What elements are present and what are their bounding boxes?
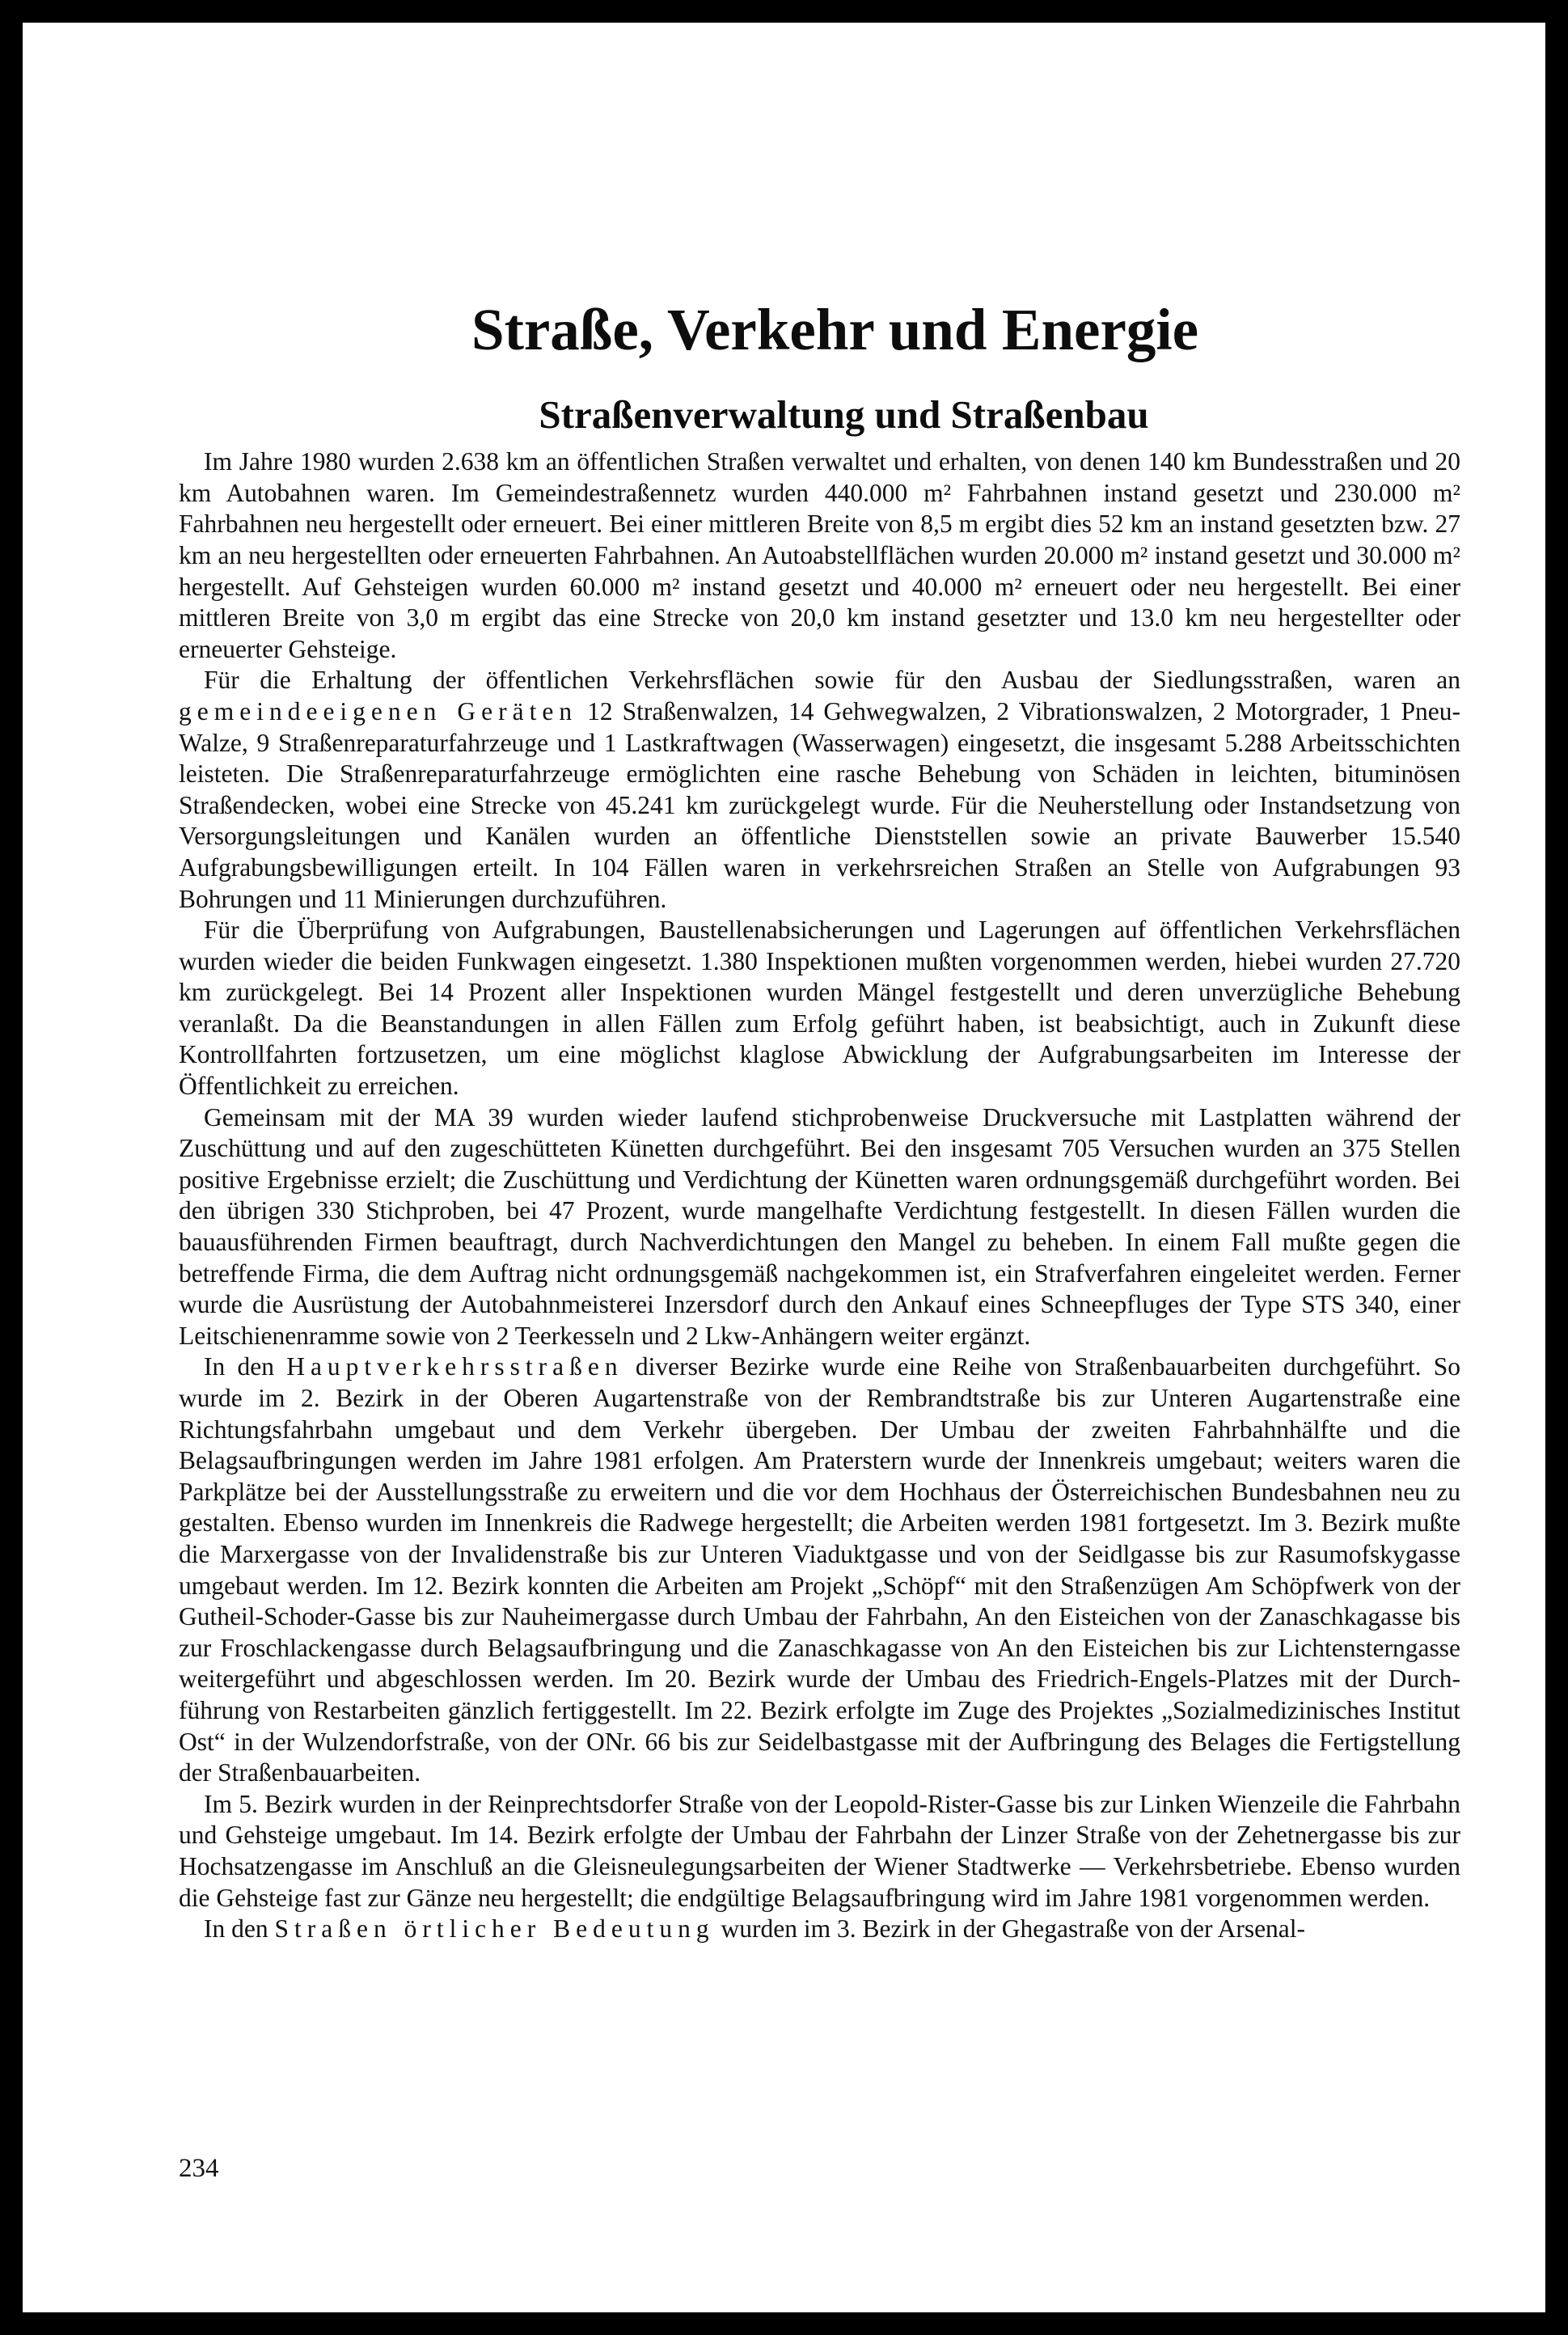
page-number: 234 <box>179 2154 219 2183</box>
paragraph-text-before: In den <box>204 1914 275 1944</box>
spaced-emphasis-term: gemeindeeigenen Geräten <box>179 696 578 725</box>
paragraph-text-after: wurden im 3. Bezirk in der Ghegastraße von der Arsenal- <box>714 1914 1306 1944</box>
paragraph-main-roads <box>179 1352 1460 1788</box>
paragraph-compaction-tests <box>179 1102 1460 1352</box>
paragraph-local-roads <box>179 1914 1460 1945</box>
paragraph-text-before: Für die Erhaltung der öffentlichen Verkehrsflächen sowie für den Ausbau der Siedlungsstraßen, waren an <box>204 666 1460 695</box>
paragraph-text: Gemeinsam mit der MA 39 wurden wieder laufend stichprobenweise Druckversuche mit Lastplatten während der Zuschüttung und auf den zugeschütteten Künetten durchgeführt. Bei den insgesamt 705 Versuchen wurden an 375 Stellen positive Ergebnisse erzielt; die Zuschüttung und Verdichtung der Künetten waren ordnungsgemäß durchgeführt worden. Bei den übrigen 330 Stichproben, bei 47 Prozent, wurde mangelhafte Verdichtung festgestellt. In diesen Fällen wurden die bauausführenden Firmen beauftragt, durch Nachverdichtungen den Mangel zu beheben. In einem Fall mußte gegen die betreffende Firma, die dem Auftrag nicht ordnungsgemäß nachgekommen ist, ein Strafverfahren eingeleitet werden. Ferner wurde die Ausrüstung der Autobahnmeisterei Inzersdorf durch den Ankauf eines Schneepfluges der Type STS 340, einer Leitschienenramme sowie von 2 Teerkesseln und 2 Lkw-Anhängern weiter ergänzt. <box>179 1102 1460 1350</box>
paragraph-text: Für die Überprüfung von Aufgrabungen, Baustellenabsicherungen und Lagerungen auf öffentlichen Verkehrsflächen wurden wieder die beiden Funkwagen eingesetzt. 1.380 Inspektionen mußten vorgenommen werden, hiebei wurden 27.720 km zurückgelegt. Bei 14 Prozent aller Inspektionen wurden Mängel festgestellt und deren unverzügliche Behebung veranlaßt. Da die Beanstandungen in allen Fällen zum Erfolg geführt haben, ist beabsichtigt, auch in Zukunft diese Kontrollfahrten fortzusetzen, um eine möglichst klaglose Abwicklung der Aufgrabungsarbeiten im Interesse der Öffentlichkeit zu erreichen. <box>179 916 1460 1101</box>
paragraph-text: Im Jahre 1980 wurden 2.638 km an öffentlichen Straßen verwaltet und erhalten, von denen 140 km Bundesstraßen und 20 km Autobahnen waren. Im Gemeindestraßennetz wurden 440.000 m² Fahrbahnen instand gesetzt und 230.000 m² Fahrbahnen neu hergestellt oder erneuert. Bei einer mittleren Breite von 8,5 m ergibt dies 52 km an instand gesetzten bzw. 27 km an neu hergestellten oder erneuerten Fahrbahnen. An Autoabstellflächen wurden 20.000 m² instand gesetzt und 30.000 m² hergestellt. Auf Gehsteigen wurden 60.000 m² instand gesetzt und 40.000 m² erneuert oder neu hergestellt. Bei einer mittleren Breite von 3,0 m ergibt das eine Strecke von 20,0 km instand gesetzter und 13.0 km neu hergestellter oder erneuerter Gehsteige. <box>179 447 1460 663</box>
paragraph-text-after: 12 Straßenwalzen, 14 Gehwegwalzen, 2 Vibrationswalzen, 2 Motorgrader, 1 Pneu-Walze, 9 Straßenreparaturfahrzeuge und 1 Lastkraftwagen (Wasserwagen) eingesetzt, die insgesamt 5.288 Arbeitsschichten leisteten. Die Straßenreparaturfahrzeuge ermöglichten eine rasche Behebung von Schäden in leichten, bituminösen Straßendecken, wobei eine Strecke von 45.241 km zurückgelegt wurde. Für die Neuherstellung oder Instandsetzung von Versorgungsleitungen und Kanälen wurden an öffentliche Dienststellen sowie an private Bauwerber 15.540 Aufgrabungsbewilligungen erteilt. In 104 Fällen waren in verkehrsreichen Straßen an Stelle von Aufgrabungen 93 Bohrungen und 11 Minierungen durchzuführen. <box>179 696 1461 913</box>
spaced-emphasis-term: Straßen örtlicher Bedeutung <box>274 1914 715 1944</box>
spaced-emphasis-term: Hauptverkehrsstraßen <box>286 1352 623 1381</box>
section-heading: Straßenverwaltung und Straßenbau <box>539 392 1149 438</box>
paragraph-inspections <box>179 915 1460 1102</box>
page-content <box>179 298 1460 1945</box>
paragraph-text-before: In den <box>204 1352 287 1381</box>
document-page <box>23 23 1545 2312</box>
paragraph-district-works <box>179 1789 1460 1914</box>
paragraph-text: Im 5. Bezirk wurden in der Reinprechtsdorfer Straße von der Leopold-Rister-Gasse bis zur Linken Wienzeile die Fahrbahn und Gehsteige umgebaut. Im 14. Bezirk erfolgte der Umbau der Fahrbahn der Linzer Straße von der Zehetnergasse bis zur Hochsatzengasse im Anschluß an die Gleisneulegungsarbeiten der Wiener Stadtwerke — Verkehrsbetriebe. Ebenso wurden die Gehsteige fast zur Gänze neu hergestellt; die endgültige Belagsaufbringung wird im Jahre 1981 vorgenommen werden. <box>179 1789 1460 1912</box>
paragraph-road-network-statistics <box>179 446 1460 665</box>
paragraph-text-after: diverser Bezirke wurde eine Reihe von Straßenbauarbeiten durchgeführt. So wurde im 2. Bezirk in der Oberen Augartenstraße von der Rembrandtstraße bis zur Unteren Augartenstraße eine Richtungsfahrbahn umgebaut und dem Verkehr übergeben. Der Umbau der zweiten Fahrbahnhälfte und die Belagsaufbringungen werden im Jahre 1981 erfolgen. Am Praterstern wurde der Innenkreis umgebaut; weiters waren die Parkplätze bei der Ausstellungsstraße zu erweitern und die vor dem Hochhaus der Österreichischen Bundesbahnen neu zu gestalten. Ebenso wurden im Innenkreis die Radwege hergestellt; die Arbeiten werden 1981 fortgesetzt. Im 3. Bezirk mußte die Marxergasse von der Invalidenstraße bis zur Unteren Viaduktgasse und von der Seidlgasse bis zur Rasumofskygasse umgebaut werden. Im 12. Bezirk konnten die Arbeiten am Projekt „Schöpf“ mit den Straßenzügen Am Schöpfwerk von der Gutheil-Schoder-Gasse bis zur Nauheimergasse durch Umbau der Fahrbahn, An den Eisteichen von der Zanaschkagasse bis zur Froschlackengasse durch Belagsaufbringung und die Zanaschkagasse von An den Eisteichen bis zur Lichtensterngasse weitergeführt und abgeschlossen werden. Im 20. Bezirk wurde der Umbau des Friedrich-Engels-Platzes mit der Durchführung von Restarbeiten gänzlich fertiggestellt. Im 22. Bezirk erfolgte im Zuge des Projektes „Sozialmedizinisches Institut Ost“ in der Wulzendorfstraße, von der ONr. 66 bis zur Seidelbastgasse mit der Aufbringung des Belages die Fertigstellung der Straßenbauarbeiten. <box>179 1352 1460 1787</box>
page-title: Straße, Verkehr und Energie <box>471 297 1199 362</box>
paragraph-municipal-equipment <box>179 665 1460 915</box>
